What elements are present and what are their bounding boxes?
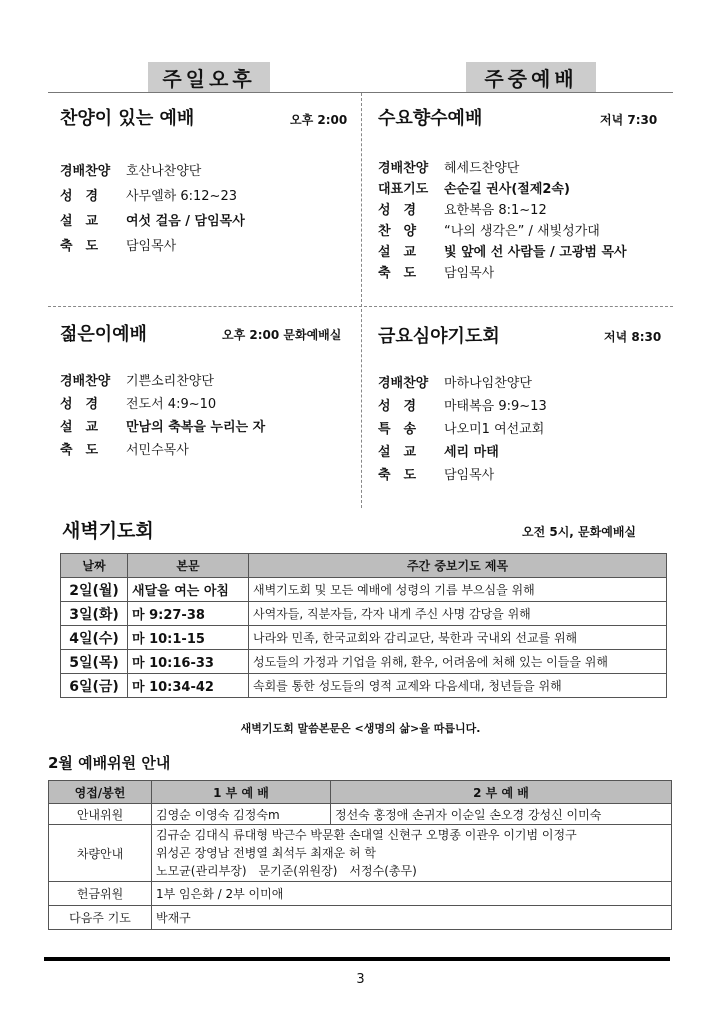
table-row — [61, 674, 667, 698]
row-label: 축 도 — [378, 266, 417, 281]
table-row — [61, 602, 667, 626]
page-number: 3 — [356, 972, 365, 987]
row-value: 기쁜소리찬양단 — [126, 374, 214, 389]
row-value: 전도서 4:9~10 — [126, 397, 217, 412]
row-value: 사무엘하 6:12~23 — [126, 189, 237, 204]
youth-service-time: 오후 2:00 문화예배실 — [222, 328, 342, 342]
row-value: 마하나임찬양단 — [444, 376, 532, 391]
table-header-row — [61, 554, 667, 578]
parking-line: 위성곤 장영남 전병열 최석두 최재운 허 학 — [156, 846, 376, 860]
column-header-prayer: 주간 중보기도 제목 — [249, 554, 667, 578]
scripture-cell: 마 10:16-33 — [128, 650, 249, 674]
row-label: 성 경 — [378, 399, 417, 414]
first-service-cell: 김영순 이영숙 김정숙m — [152, 804, 331, 825]
column-header-second-service: 2 부 예 배 — [331, 781, 672, 804]
row-value: 헤세드찬양단 — [444, 161, 520, 176]
wednesday-service-title: 수요향수예배 — [378, 108, 483, 129]
table-row — [49, 825, 672, 882]
date-cell: 2일(월) — [61, 578, 128, 602]
date-cell: 5일(목) — [61, 650, 128, 674]
row-value: “나의 생각은” / 새빛성가대 — [444, 224, 600, 239]
prayer-topic-cell: 나라와 민족, 한국교회와 감리교단, 북한과 국내외 선교를 위해 — [249, 626, 667, 650]
row-value: 마태복음 9:9~13 — [444, 399, 547, 414]
row-label: 축 도 — [378, 468, 417, 483]
dawn-prayer-note: 새벽기도회 말씀본문은 <생명의 삶>을 따릅니다. — [240, 722, 481, 735]
middle-divider — [48, 306, 673, 307]
column-header-date: 날짜 — [61, 554, 128, 578]
youth-service-title: 젊은이예배 — [60, 324, 147, 345]
row-label: 경배찬양 — [60, 374, 111, 389]
row-label: 대표기도 — [378, 182, 429, 197]
row-value: 담임목사 — [444, 468, 495, 483]
row-label: 축 도 — [60, 239, 99, 254]
parking-names-cell — [152, 825, 672, 882]
scripture-cell: 마 10:1-15 — [128, 626, 249, 650]
role-label: 안내위원 — [49, 804, 152, 825]
center-divider — [361, 93, 362, 508]
prayer-topic-cell: 새벽기도회 및 모든 예배에 성령의 기름 부으심을 위해 — [249, 578, 667, 602]
row-label: 경배찬양 — [60, 164, 111, 179]
table-row — [61, 578, 667, 602]
role-label: 차량안내 — [49, 825, 152, 882]
scripture-cell: 마 10:34-42 — [128, 674, 249, 698]
scripture-cell: 마 9:27-38 — [128, 602, 249, 626]
wednesday-service-time: 저녁 7:30 — [600, 113, 658, 127]
friday-service-title: 금요심야기도회 — [378, 326, 500, 347]
footer-rule — [44, 957, 670, 961]
table-row — [61, 650, 667, 674]
row-value: 서민수목사 — [126, 443, 189, 458]
table-header-row — [49, 781, 672, 804]
header-sunday-afternoon: 주일오후 — [148, 62, 270, 92]
sunday-praise-title: 찬양이 있는 예배 — [60, 108, 195, 129]
service-committee-title: 2월 예배위원 안내 — [48, 754, 171, 772]
row-label: 설 교 — [60, 420, 99, 435]
dawn-prayer-title: 새벽기도회 — [62, 520, 154, 542]
prayer-topic-cell: 성도들의 가정과 기업을 위해, 환우, 어려움에 처해 있는 이들을 위해 — [249, 650, 667, 674]
table-row — [61, 626, 667, 650]
date-cell: 6일(금) — [61, 674, 128, 698]
second-service-cell: 정선숙 홍정애 손귀자 이순일 손오경 강성신 이미숙 — [331, 804, 672, 825]
header-weekday-worship: 주중예배 — [466, 62, 596, 92]
row-value: 담임목사 — [444, 266, 495, 281]
column-header-role: 영접/봉헌 — [49, 781, 152, 804]
dawn-prayer-time: 오전 5시, 문화예배실 — [522, 525, 637, 539]
friday-service-time: 저녁 8:30 — [604, 330, 662, 344]
prayer-topic-cell: 사역자들, 직분자들, 각자 내게 주신 사명 감당을 위해 — [249, 602, 667, 626]
prayer-cell: 박재구 — [152, 906, 672, 930]
row-label: 찬 양 — [378, 224, 417, 239]
row-value: 담임목사 — [126, 239, 177, 254]
row-label: 성 경 — [60, 189, 99, 204]
row-value: 만남의 축복을 누리는 자 — [126, 420, 266, 435]
row-value: 여섯 걸음 / 담임목사 — [126, 214, 245, 229]
row-label: 경배찬양 — [378, 161, 429, 176]
row-label: 경배찬양 — [378, 376, 429, 391]
row-label: 성 경 — [378, 203, 417, 218]
column-header-text: 본문 — [128, 554, 249, 578]
parking-line: 김규순 김대식 류대형 박근수 박문환 손대열 신현구 오명종 이관우 이기범 이정구 — [156, 828, 577, 842]
row-value: 세리 마태 — [444, 445, 499, 460]
date-cell: 4일(수) — [61, 626, 128, 650]
row-label: 특 송 — [378, 422, 417, 437]
table-row — [49, 804, 672, 825]
row-label: 설 교 — [378, 445, 417, 460]
dawn-prayer-table — [60, 553, 667, 698]
row-value: 호산나찬양단 — [126, 164, 202, 179]
row-label: 축 도 — [60, 443, 99, 458]
row-label: 설 교 — [60, 214, 99, 229]
offering-cell: 1부 임은화 / 2부 이미애 — [152, 882, 672, 906]
row-value: 손순길 권사(절제2속) — [444, 182, 570, 197]
row-label: 성 경 — [60, 397, 99, 412]
prayer-topic-cell: 속회를 통한 성도들의 영적 교제와 다음세대, 청년들을 위해 — [249, 674, 667, 698]
date-cell: 3일(화) — [61, 602, 128, 626]
table-row — [49, 882, 672, 906]
column-header-first-service: 1 부 예 배 — [152, 781, 331, 804]
row-value: 빛 앞에 선 사람들 / 고광범 목사 — [444, 245, 627, 260]
sunday-praise-time: 오후 2:00 — [290, 113, 348, 127]
parking-line: 노모균(관리부장) 문기준(위원장) 서정수(총무) — [156, 864, 417, 878]
row-label: 설 교 — [378, 245, 417, 260]
role-label: 헌금위원 — [49, 882, 152, 906]
scripture-cell: 새달을 여는 아침 — [128, 578, 249, 602]
role-label: 다음주 기도 — [49, 906, 152, 930]
service-committee-table — [48, 780, 672, 930]
row-value: 나오미1 여선교회 — [444, 422, 545, 437]
row-value: 요한복음 8:1~12 — [444, 203, 547, 218]
table-row — [49, 906, 672, 930]
